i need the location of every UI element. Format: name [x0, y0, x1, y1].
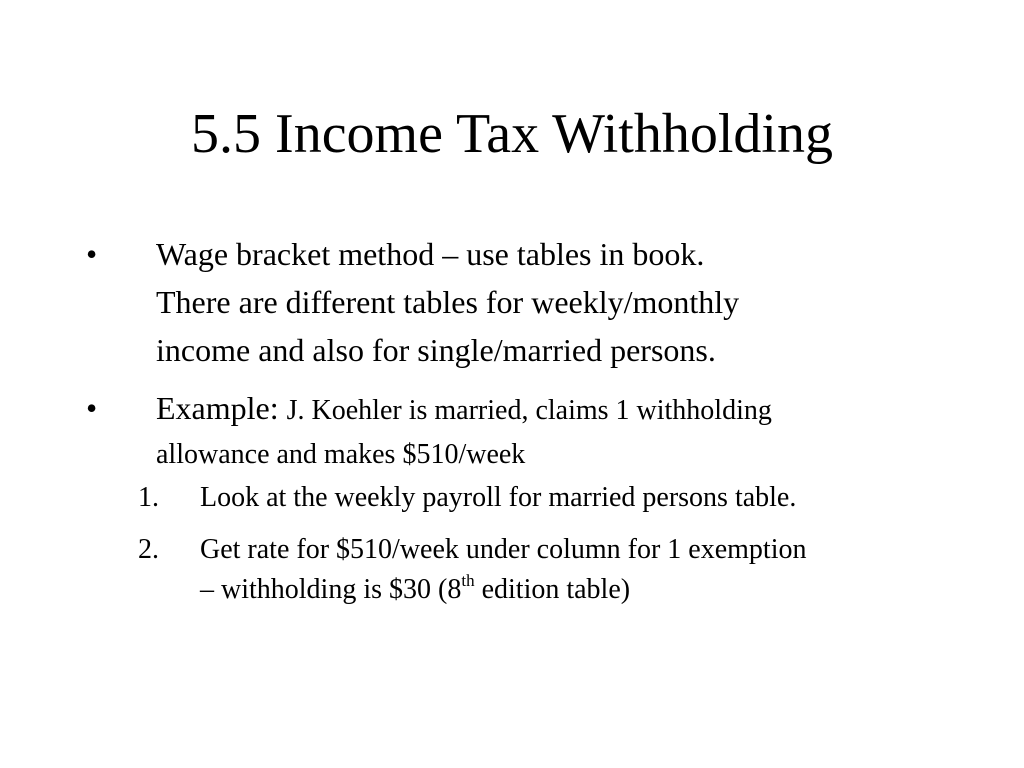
example-text-line-2: allowance and makes $510/week [156, 439, 526, 470]
bullet-text [156, 384, 956, 475]
step-line-start: – withholding is $30 (8 [200, 574, 462, 605]
step-text [200, 530, 960, 610]
bullet-wage-bracket-method [86, 230, 966, 380]
slide-title: 5.5 Income Tax Withholding [191, 103, 833, 165]
bullet-marker: • [86, 390, 98, 426]
bullet-marker: • [86, 236, 98, 272]
bullet-line: income and also for single/married persons. [156, 332, 716, 368]
step-line: Get rate for $510/week under column for 1 exemption [200, 534, 807, 565]
step-text: Look at the weekly payroll for married persons table. [200, 482, 797, 513]
bullet-line: There are different tables for weekly/monthly [156, 284, 740, 320]
example-text: J. Koehler is married, claims 1 withholding [286, 395, 772, 426]
bullet-line [156, 384, 956, 435]
step-line [200, 570, 960, 610]
example-label: Example: [156, 390, 287, 426]
ordinal-suffix: th [461, 571, 475, 590]
bullet-line: Wage bracket method – use tables in book. [156, 236, 705, 272]
step-number: 2. [138, 534, 159, 565]
bullet-text [156, 230, 956, 374]
step-line-end: edition table) [474, 574, 631, 605]
bullet-example [86, 384, 966, 474]
step-number: 1. [138, 482, 159, 513]
